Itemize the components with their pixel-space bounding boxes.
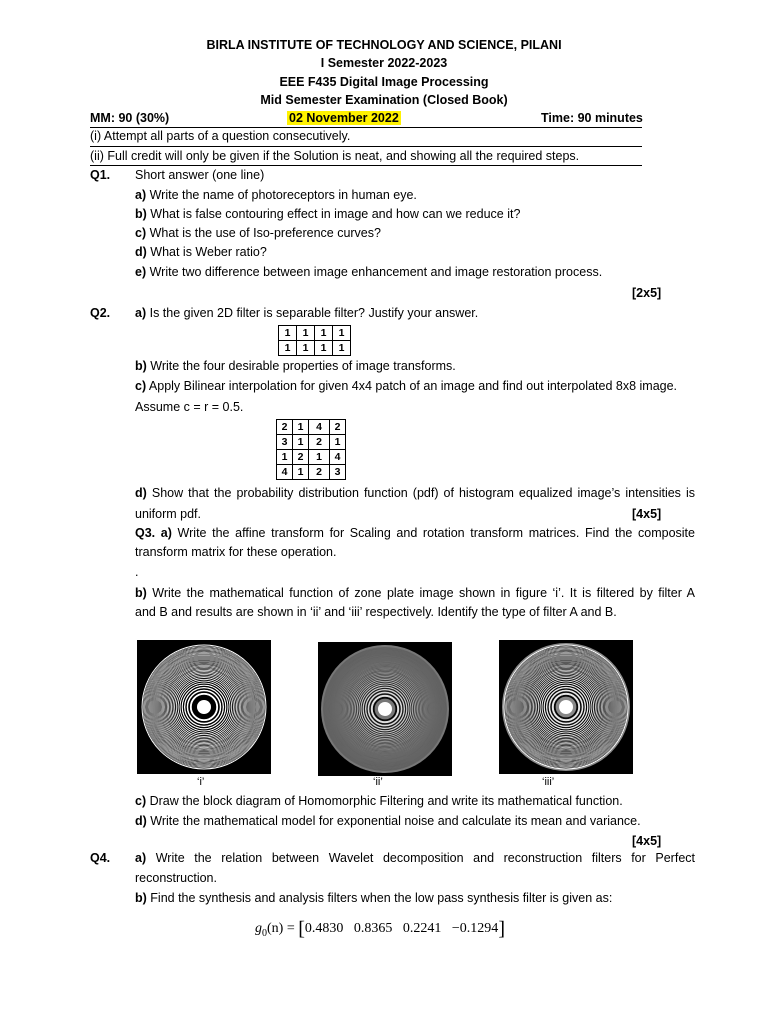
header-rule: [90, 127, 642, 128]
semester-title: I Semester 2022-2023: [320, 56, 448, 70]
q1-part-c: c) What is the use of Iso-preference curves?: [135, 226, 381, 240]
synthesis-filter-equation: $g_0(n) = [0.4830$ 0.8365 0.2241 −0.1294]: [255, 918, 505, 940]
filter-row: [279, 326, 351, 341]
q4-part-a: a) Write the relation between Wavelet decomposition and reconstruction filters for Perfect: [135, 851, 695, 865]
q4-number: Q4.: [90, 851, 111, 865]
max-marks: MM: 90 (30%): [90, 111, 170, 125]
q1-title: Short answer (one line): [135, 168, 265, 182]
q3-dot: .: [135, 565, 139, 579]
patch-cell: 4: [309, 420, 330, 435]
patch-cell: 2: [309, 465, 330, 480]
patch-cell: 1: [293, 420, 309, 435]
zone-plate-figure-i: [137, 640, 271, 774]
figure-caption-ii: ‘ii’: [373, 776, 383, 788]
filter-cell: 1: [333, 341, 351, 356]
filter-cell: 1: [279, 326, 297, 341]
patch-cell: 1: [277, 450, 293, 465]
zone-plate-center: [197, 700, 211, 714]
q1-marks: [2x5]: [632, 286, 662, 300]
instruction-1: (i) Attempt all parts of a question consecutively.: [90, 129, 351, 143]
q3-part-c: c) Draw the block diagram of Homomorphic Filtering and write its mathematical function.: [135, 794, 623, 808]
patch-cell: 1: [330, 435, 346, 450]
exam-date: 02 November 2022: [289, 111, 399, 125]
q3-marks: [4x5]: [632, 834, 662, 848]
zone-plate-center: [378, 702, 392, 716]
patch-cell: 3: [330, 465, 346, 480]
instruction-2: (ii) Full credit will only be given if the Solution is neat, and showing all the required steps.: [90, 149, 580, 163]
filter-cell: 1: [279, 341, 297, 356]
filter-cell: 1: [297, 326, 315, 341]
patch-cell: 2: [309, 435, 330, 450]
filter-cell: 1: [315, 326, 333, 341]
institute-title: BIRLA INSTITUTE OF TECHNOLOGY AND SCIENCE, PILANI: [206, 38, 562, 52]
filter-cell: 1: [315, 341, 333, 356]
patch-cell: 3: [277, 435, 293, 450]
q2-part-d-cont: uniform pdf.: [135, 507, 202, 521]
zone-plate-figure-iii: [499, 640, 633, 774]
exam-title: Mid Semester Examination (Closed Book): [260, 93, 508, 107]
q3-part-a-cont: transform matrix for these operation.: [135, 545, 337, 559]
q2-part-c-assumption: Assume c = r = 0.5.: [135, 400, 244, 414]
q2-part-b: b) Write the four desirable properties of image transforms.: [135, 359, 456, 373]
q4-part-a-cont: reconstruction.: [135, 871, 217, 885]
course-title: EEE F435 Digital Image Processing: [279, 75, 489, 89]
q3-part-a: Q3. a) Write the affine transform for Scaling and rotation transform matrices. Find the composite: [135, 526, 695, 540]
patch-cell: 2: [293, 450, 309, 465]
image-patch-matrix: [276, 419, 346, 480]
patch-cell: 2: [277, 420, 293, 435]
q3-part-b: b) Write the mathematical function of zone plate image shown in figure ‘i’. It is filtered by filter A: [135, 586, 695, 600]
patch-cell: 4: [277, 465, 293, 480]
q4-part-b: b) Find the synthesis and analysis filters when the low pass synthesis filter is given as:: [135, 891, 613, 905]
patch-row: [277, 420, 346, 435]
patch-row: [277, 465, 346, 480]
q1-part-d: d) What is Weber ratio?: [135, 245, 267, 259]
q2-part-a: a) Is the given 2D filter is separable filter? Justify your answer.: [135, 306, 479, 320]
filter-row: [279, 341, 351, 356]
patch-cell: 1: [293, 435, 309, 450]
q2-number: Q2.: [90, 306, 111, 320]
patch-row: [277, 450, 346, 465]
patch-cell: 1: [293, 465, 309, 480]
exam-time: Time: 90 minutes: [541, 111, 643, 125]
q1-number: Q1.: [90, 168, 111, 182]
zone-plate-center: [559, 700, 573, 714]
instruction-rule-2: [90, 165, 642, 166]
q2-part-c: c) Apply Bilinear interpolation for given 4x4 patch of an image and find out interpolated 8x8 image.: [135, 379, 678, 393]
patch-cell: 4: [330, 450, 346, 465]
q1-part-a: a) Write the name of photoreceptors in human eye.: [135, 188, 417, 202]
separable-filter-matrix: [278, 325, 351, 356]
patch-cell: 2: [330, 420, 346, 435]
zone-plate-figure-ii: [318, 642, 452, 776]
q3-part-d: d) Write the mathematical model for exponential noise and calculate its mean and variance.: [135, 814, 641, 828]
q1-part-b: b) What is false contouring effect in image and how can we reduce it?: [135, 207, 521, 221]
filter-cell: 1: [297, 341, 315, 356]
filter-cell: 1: [333, 326, 351, 341]
instruction-rule: [90, 146, 642, 147]
figure-caption-iii: ‘iii’: [542, 776, 555, 788]
q2-marks: [4x5]: [632, 507, 662, 521]
figure-caption-i: ‘i’: [197, 776, 205, 788]
patch-row: [277, 435, 346, 450]
q1-part-e: e) Write two difference between image enhancement and image restoration process.: [135, 265, 603, 279]
patch-cell: 1: [309, 450, 330, 465]
q3-part-b-cont: and B and results are shown in ‘ii’ and ‘iii’ respectively. Identify the type of filter A and B.: [135, 605, 617, 619]
q2-part-d: d) Show that the probability distribution function (pdf) of histogram equalized image’s intensities is: [135, 486, 695, 500]
